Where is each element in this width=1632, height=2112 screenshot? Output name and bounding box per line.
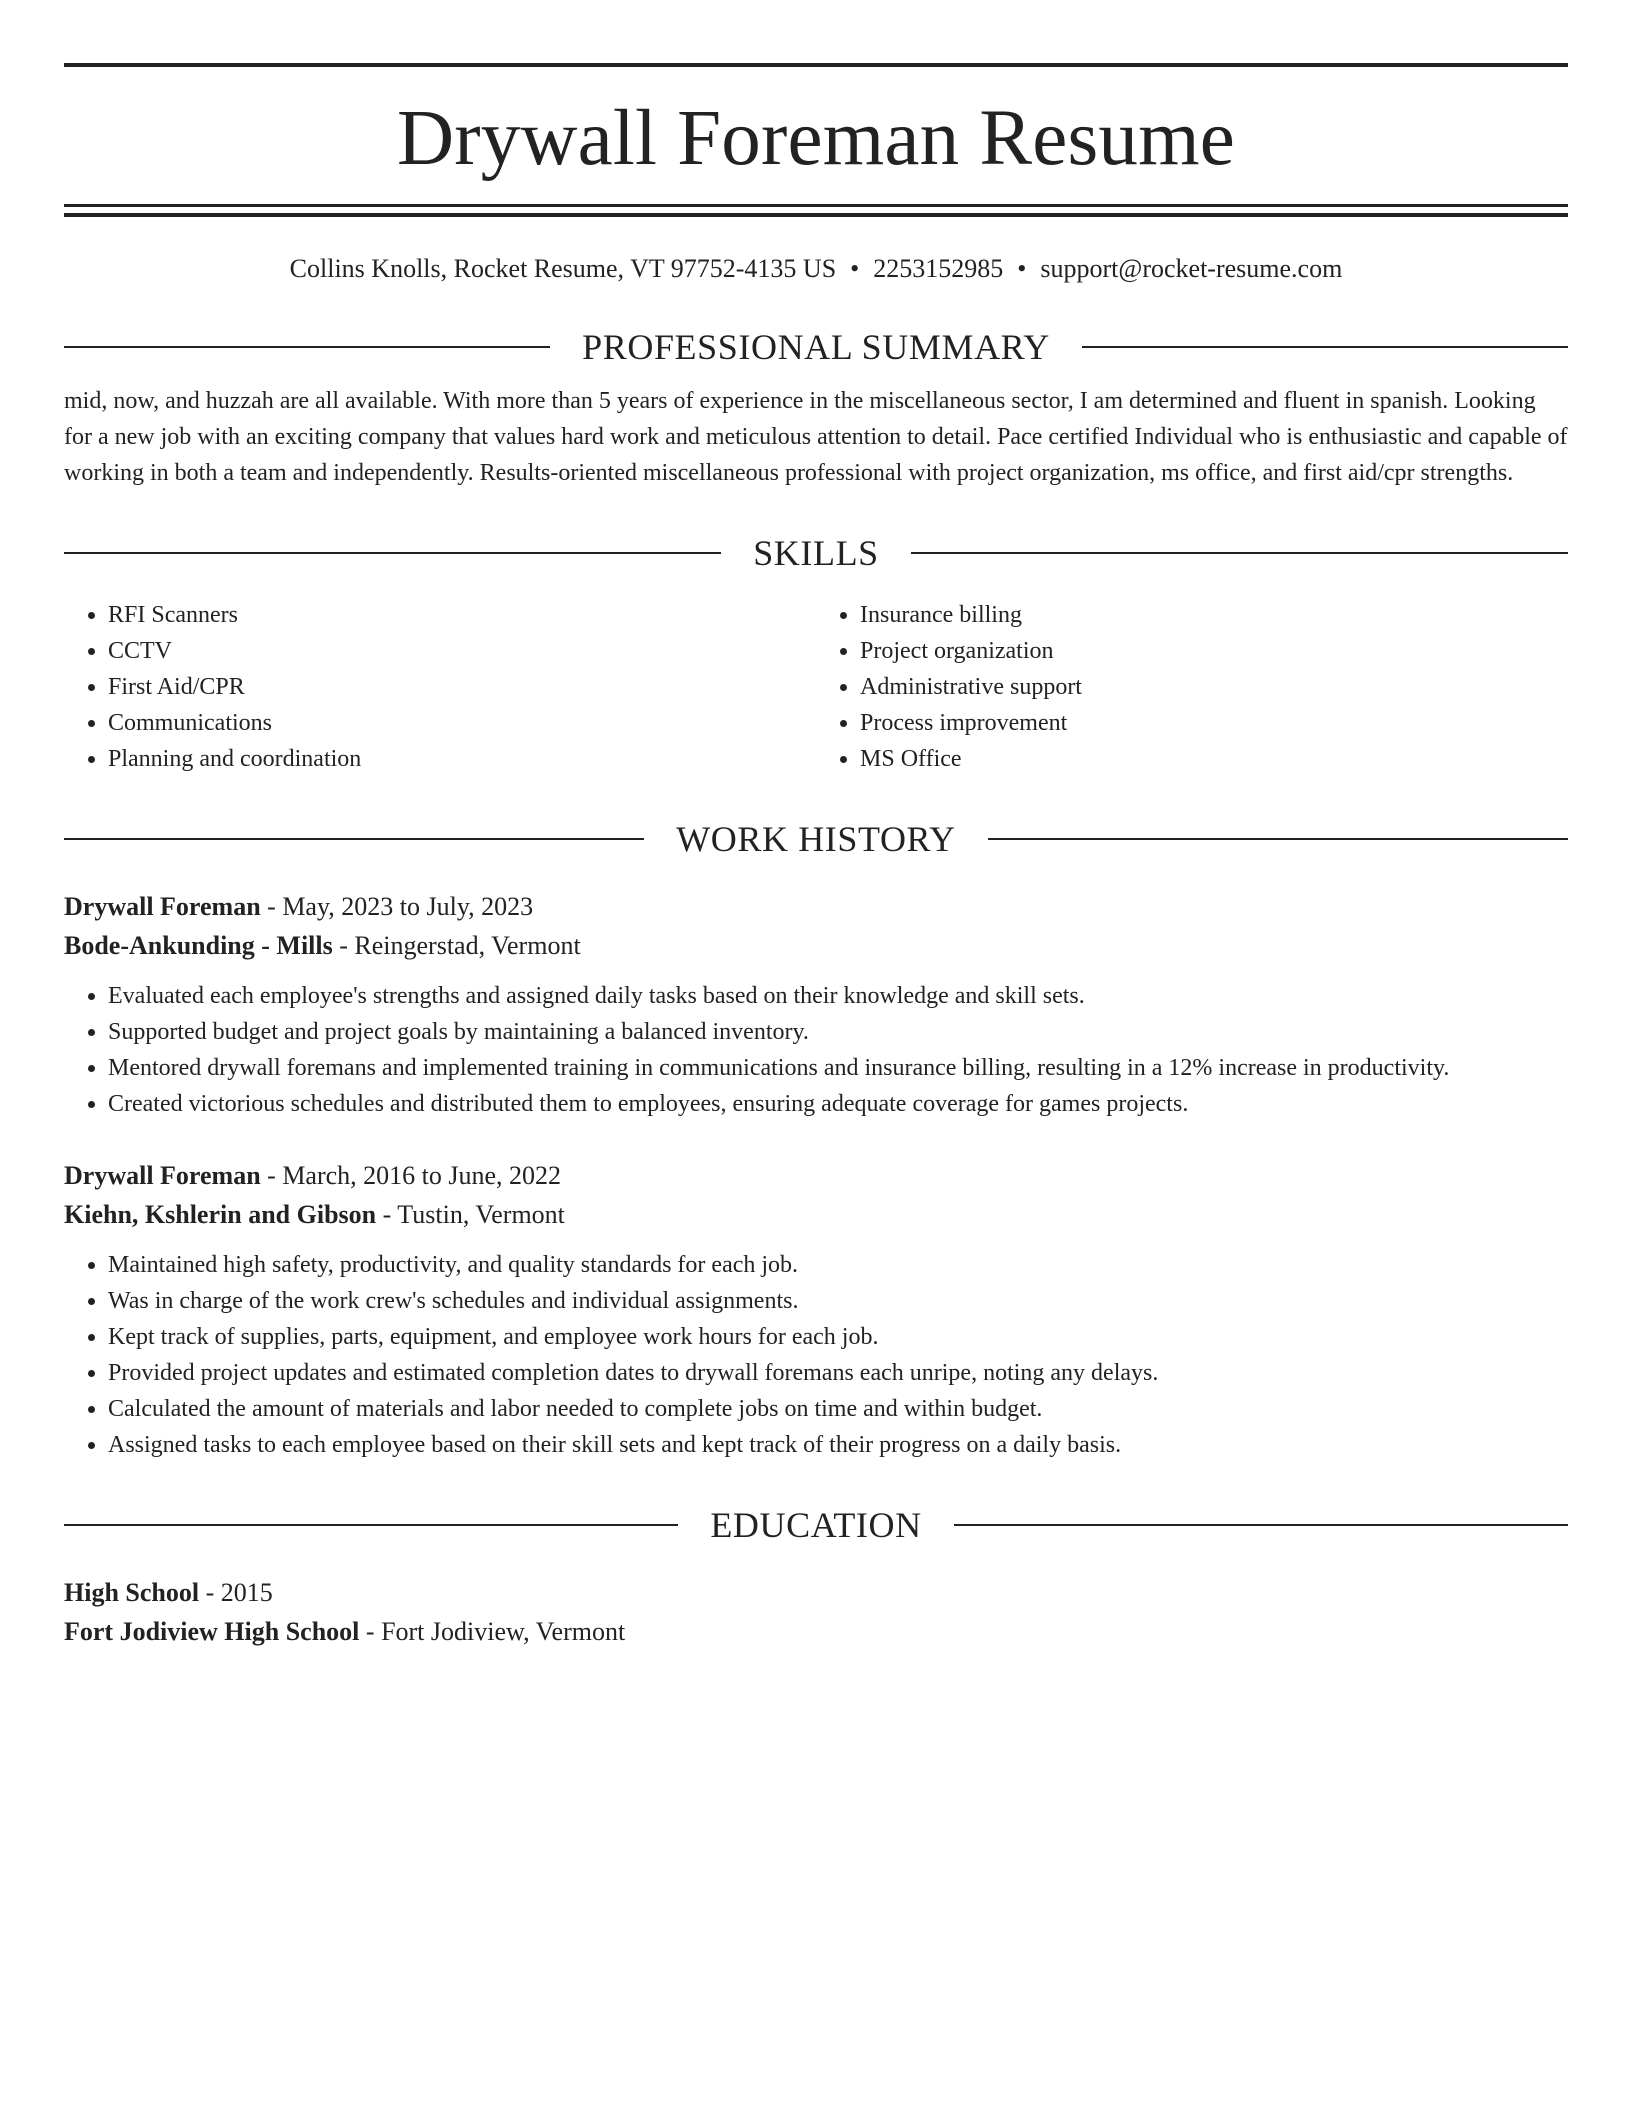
section-header-summary [64,325,1568,369]
job-dates: - March, 2016 to June, 2022 [267,1161,562,1190]
section-rule [64,552,721,554]
job-dates: - May, 2023 to July, 2023 [267,892,534,921]
contact-line [64,253,1568,285]
job-entry [64,887,1568,1122]
job-bullet: • Supported budget and project goals by maintaining a balanced inventory. [108,1014,1568,1050]
contact-phone: 2253152985 [873,254,1004,283]
skills-list [64,597,1568,777]
education-degree: High School [64,1578,200,1607]
section-title: EDUCATION [710,1505,922,1545]
contact-email: support@rocket-resume.com [1040,254,1343,283]
job-bullet: • Assigned tasks to each employee based on their skill sets and kept track of their progress on a daily basis. [108,1427,1568,1463]
job-company-line [64,1195,1568,1234]
skill-item: • RFI Scanners [108,597,816,633]
section-header-skills [64,531,1568,575]
job-company-line [64,926,1568,965]
education-school: Fort Jodiview High School [64,1617,360,1646]
skill-item: • Administrative support [860,669,1568,705]
job-bullet: • Was in charge of the work crew's schedules and individual assignments. [108,1283,1568,1319]
skill-item: • Insurance billing [860,597,1568,633]
title-double-rule [64,204,1568,217]
skills-column-left [64,597,816,777]
job-title: Drywall Foreman [64,1161,261,1190]
section-rule [64,1524,678,1526]
job-location: - Reingerstad, Vermont [339,931,581,960]
job-bullet: • Maintained high safety, productivity, and quality standards for each job. [108,1247,1568,1283]
job-title: Drywall Foreman [64,892,261,921]
resume-title: Drywall Foreman Resume [396,95,1236,182]
job-bullet: • Provided project updates and estimated completion dates to drywall foremans each unripe, noting any delays. [108,1355,1568,1391]
section-header-education [64,1503,1568,1547]
job-bullets [64,1247,1568,1463]
education-location: - Fort Jodiview, Vermont [365,1617,626,1646]
job-bullet: • Calculated the amount of materials and labor needed to complete jobs on time and within budget. [108,1391,1568,1427]
job-bullet: • Evaluated each employee's strengths and assigned daily tasks based on their knowledge and skill sets. [108,978,1568,1014]
job-title-line [64,887,1568,926]
section-title: SKILLS [753,533,879,573]
section-rule [954,1524,1568,1526]
job-location: - Tustin, Vermont [382,1200,565,1229]
section-rule [911,552,1568,554]
job-entry [64,1156,1568,1463]
skill-item: • CCTV [108,633,816,669]
job-company: Kiehn, Kshlerin and Gibson [64,1200,377,1229]
section-rule [1082,346,1568,348]
job-bullet: • Kept track of supplies, parts, equipment, and employee work hours for each job. [108,1319,1568,1355]
education-degree-line [64,1573,1568,1612]
section-rule [64,838,644,840]
skill-item: • Planning and coordination [108,741,816,777]
job-bullet: • Mentored drywall foremans and implemented training in communications and insurance billing, resulting in a 12% increase in productivity. [108,1050,1568,1086]
education-school-line [64,1612,1568,1651]
job-title-line [64,1156,1568,1195]
contact-address: Collins Knolls, Rocket Resume, VT 97752-4135 US [289,254,837,283]
education-entry [64,1573,1568,1651]
skill-item: • First Aid/CPR [108,669,816,705]
section-title: WORK HISTORY [676,819,956,859]
skill-item: • Process improvement [860,705,1568,741]
job-bullet: • Created victorious schedules and distributed them to employees, ensuring adequate coverage for games projects. [108,1086,1568,1122]
contact-separator: • [850,254,860,283]
summary-text: mid, now, and huzzah are all available. With more than 5 years of experience in the miscellaneous sector, I am determined and fluent in spanish. Looking for a new job with an exciting company that values hard work and meticulous attention to detail. Pace certified Individual who is enthusiastic and capable of working in both a team and independently. Results-oriented miscellaneous professional with project organization, ms office, and first aid/cpr strengths. [64,388,1568,486]
skills-column-right [816,597,1568,777]
section-header-work [64,817,1568,861]
skill-item: • MS Office [860,741,1568,777]
job-company: Bode-Ankunding - Mills [64,931,333,960]
job-bullets [64,978,1568,1122]
education-year: - 2015 [205,1578,273,1607]
section-title: PROFESSIONAL SUMMARY [582,327,1050,367]
section-rule [988,838,1568,840]
contact-separator: • [1017,254,1027,283]
section-rule [64,346,550,348]
skill-item: • Project organization [860,633,1568,669]
skill-item: • Communications [108,705,816,741]
